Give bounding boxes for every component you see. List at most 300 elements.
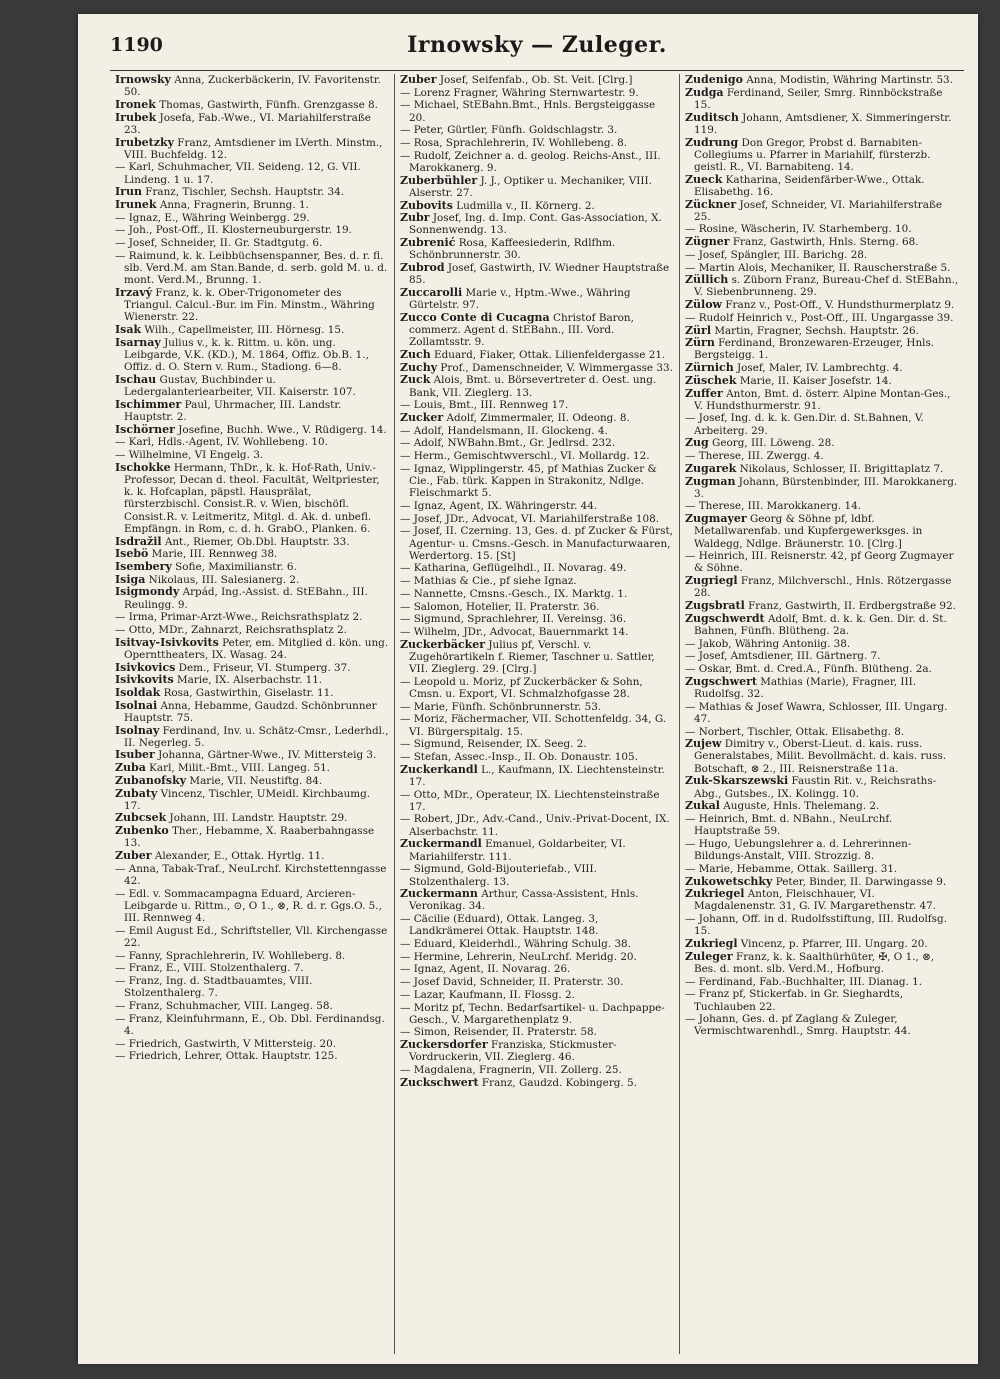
entry-surname: Zueck [685, 172, 723, 186]
entry-text: Katharina, Seidenfärber-Wwe., Ottak. Elisabethg. 16. [694, 173, 925, 198]
entry-text: — Rudolf Heinrich v., Post-Off., III. Ungargasse 39. [685, 311, 954, 324]
entry-surname: Zuditsch [685, 110, 739, 124]
entry-surname: Zubovits [400, 198, 453, 212]
entry-text: Anna, Modistin, Währing Martinstr. 53. [742, 74, 953, 86]
entry-text: — Adolf, Handelsmann, II. Glockeng. 4. [400, 424, 608, 437]
directory-entry [685, 388, 959, 412]
directory-entry [115, 662, 389, 674]
directory-entry [400, 701, 674, 713]
directory-entry [685, 676, 959, 700]
directory-entry [400, 938, 674, 950]
entry-text: Auguste, Hnls. Thelemang. 2. [719, 800, 880, 813]
entry-text: — Franz, E., VIII. Stolzenthalerg. 7. [115, 962, 304, 975]
directory-entry [400, 500, 674, 512]
entry-text: — Martin Alois, Mechaniker, II. Rauscherstraße 5. [685, 261, 951, 274]
directory-entry [400, 963, 674, 975]
entry-text: Vincenz, Tischler, UMeidl. Kirchbaumg. 17. [124, 787, 371, 812]
entry-text: Franz, k. k. Saalthürhüter, ✠, O 1., ⊗, Bes. d. mont. slb. Verd.M., Hofburg. [694, 950, 935, 975]
directory-entry [400, 764, 674, 788]
directory-entry [685, 74, 959, 86]
entry-text: — Nannette, Cmsns.-Gesch., IX. Marktg. 1. [400, 587, 628, 600]
directory-entry [115, 788, 389, 812]
directory-entry [685, 876, 959, 888]
entry-text: Franz v., Post-Off., V. Hundsthurmerplatz 9. [722, 299, 955, 312]
entry-text: Wilh., Capellmeister, III. Hörnesg. 15. [141, 324, 345, 337]
entry-surname: Zujew [685, 737, 722, 751]
entry-surname: Zuckschwert [400, 1075, 479, 1089]
directory-entry [115, 186, 389, 198]
entry-text: — Josef, Ing. d. k. k. Gen.Dir. d. St.Bahnen, V. Arbeiterg. 29. [685, 412, 924, 437]
entry-text: Josefa, Fab.-Wwe., VI. Mariahilferstraße 23. [124, 111, 371, 136]
entry-text: — Sigmund, Sprachlehrer, II. Vereinsg. 36. [400, 613, 627, 626]
entry-text: — Josef, Amtsdiener, III. Gärtnerg. 7. [685, 650, 881, 663]
entry-text: Adolf, Bmt. d. k. k. Gen. Dir. d. St. Bahnen, Fünfh. Blütheng. 2a. [694, 612, 947, 637]
directory-entry [685, 312, 959, 324]
directory-entry [400, 951, 674, 963]
directory-entry [115, 74, 389, 98]
directory-entry [115, 287, 389, 324]
entry-text: — Josef, Schneider, II. Gr. Stadtgutg. 6. [115, 237, 323, 250]
entry-text: — Lorenz Fragner, Währing Sternwartestr. 9. [400, 86, 639, 99]
entry-text: Christof Baron, commerz. Agent d. StEBahn., III. Vord. Zollamtsstr. 9. [409, 311, 634, 349]
directory-entry [400, 362, 674, 374]
directory-entry [115, 624, 389, 636]
entry-text: Georg & Söhne pf, ldbf. Metallwarenfab. und Kupfergewerksges. in Waldegg, Ndlge. Bräunerstr. 10. [Clrg.] [694, 513, 923, 550]
entry-text: — Robert, JDr., Adv.-Cand., Univ.-Privat-Docent, IX. Alserbachstr. 11. [400, 813, 670, 838]
directory-entry [400, 639, 674, 676]
entry-text: — Therese, III. Zwergg. 4. [685, 450, 824, 463]
entry-text: — Oskar, Bmt. d. Cred.A., Fünfh. Blütheng. 2a. [685, 663, 932, 676]
directory-entry [685, 951, 959, 975]
entry-surname: Ironek [115, 97, 156, 111]
directory-entry [115, 561, 389, 573]
entry-text: Franz, Gaudzd. Kobingerg. 5. [478, 1076, 637, 1089]
entry-text: — Franz, Kleinfuhrmann, E., Ob. Dbl. Ferdinandsg. 4. [115, 1012, 385, 1037]
entry-text: — Heinrich, III. Reisnerstr. 42, pf Georg Zugmayer & Söhne. [685, 550, 954, 575]
entry-text: Emanuel, Goldarbeiter, VI. Mariahilferstr. 111. [409, 838, 626, 863]
directory-entry [115, 1038, 389, 1050]
directory-entry [400, 601, 674, 613]
entry-surname: Zudga [685, 85, 724, 99]
entry-text: Rosa, Kaffeesiederin, Rdlfhm. Schönbrunnerstr. 30. [409, 237, 616, 262]
directory-entry [115, 850, 389, 862]
entry-text: — Rosine, Wäscherin, IV. Starhemberg. 10. [685, 223, 912, 236]
directory-entry [400, 838, 674, 862]
entry-text: Nikolaus, Schlosser, II. Brigittaplatz 7. [736, 462, 944, 475]
entry-text: Julius pf, Verschl. v. Zugehörartikeln f. Riemer, Taschner u. Sattler, VII. Zieglerg. 29. [Clrg.] [409, 638, 655, 676]
entry-surname: Zudrung [685, 135, 739, 149]
directory-entry [115, 212, 389, 224]
running-head: Irnowsky — Zuleger. [407, 32, 667, 58]
entry-surname: Isak [115, 323, 142, 337]
column-1 [110, 74, 394, 1354]
entry-text: Marie v., Hptm.-Wwe., Währing Gürtelstr. 97. [409, 286, 631, 312]
directory-page [78, 14, 978, 1364]
directory-entry [685, 638, 959, 650]
entry-text: — Josef David, Schneider, II. Praterstr. 30. [400, 976, 624, 989]
directory-entry [400, 626, 674, 638]
entry-text: — Ignaz, Wipplingerstr. 45, pf Mathias Zucker & Cie., Fab. türk. Kappen in Strakonitz, Ndlge. Fleischmarkt 5. [400, 462, 657, 500]
entry-text: — Joh., Post-Off., II. Klosterneuburgerstr. 19. [115, 224, 352, 237]
directory-entry [400, 713, 674, 737]
entry-text: Anton, Fleischhauer, VI. Magdalenenstr. 31, G. IV. Margarethenstr. 47. [694, 888, 936, 913]
directory-entry [685, 913, 959, 937]
entry-text: Franziska, Stickmuster-Vordruckerin, VII. Zieglerg. 46. [409, 1039, 617, 1064]
entry-surname: Isembery [115, 559, 172, 573]
entry-text: — Johann, Off. in d. Rudolfsstiftung, III. Rudolfsg. 15. [685, 913, 947, 938]
entry-surname: Zugschwert [685, 674, 757, 688]
entry-surname: Isivkovics [115, 660, 176, 674]
entry-surname: Zürnich [685, 361, 734, 375]
directory-entry [400, 74, 674, 86]
directory-entry [115, 888, 389, 925]
entry-surname: Zuchy [400, 360, 438, 374]
entry-surname: Zuk-Skarszewski [685, 774, 789, 788]
entry-surname: Zug [685, 436, 709, 450]
entry-surname: Zugarek [685, 461, 737, 475]
directory-columns [110, 74, 964, 1354]
directory-entry [685, 412, 959, 436]
directory-entry [115, 99, 389, 111]
directory-entry [400, 751, 674, 763]
entry-surname: Zuccarolli [400, 285, 463, 299]
directory-entry [115, 975, 389, 999]
entry-surname: Zudenigo [685, 74, 743, 86]
entry-text: Mathias (Marie), Fragner, III. Rudolfsg. 32. [694, 675, 917, 700]
entry-text: — Louis, Bmt., III. Rennweg 17. [400, 399, 569, 412]
directory-entry [685, 223, 959, 235]
entry-surname: Ischau [115, 372, 157, 386]
directory-entry [400, 525, 674, 562]
directory-entry [115, 700, 389, 724]
entry-surname: Zugman [685, 474, 736, 488]
entry-text: Arthur, Cassa-Assistent, Hnls. Veronikag. 34. [409, 888, 639, 913]
entry-surname: Zubcsek [115, 811, 167, 825]
directory-entry [685, 274, 959, 298]
entry-text: — Rudolf, Zeichner a. d. geolog. Reichs-Anst., III. Marokkanerg. 9. [400, 149, 661, 174]
directory-entry [115, 725, 389, 749]
directory-entry [400, 412, 674, 424]
entry-text: — Heinrich, Bmt. d. NBahn., NeuLrchf. Hauptstraße 59. [685, 812, 893, 838]
entry-surname: Zucker [400, 410, 444, 424]
directory-entry [685, 663, 959, 675]
directory-entry [115, 1050, 389, 1062]
directory-entry [685, 800, 959, 812]
entry-text: Franz, Milchverschl., Hnls. Rötzergasse 28. [694, 575, 952, 600]
directory-entry [685, 813, 959, 837]
directory-entry [115, 586, 389, 610]
entry-text: — Karl, Hdls.-Agent, IV. Wohllebeng. 10. [115, 436, 328, 449]
entry-text: — Moriz, Fächermacher, VII. Schottenfeldg. 34, G. VI. Bürgerspitalg. 15. [400, 713, 667, 738]
directory-entry [115, 436, 389, 448]
directory-entry [400, 676, 674, 700]
entry-text: — Friedrich, Gastwirth, V Mittersteig. 20. [115, 1037, 337, 1050]
entry-text: — Edl. v. Sommacampagna Eduard, Arcieren-Leibgarde u. Rittm., ⊙, O 1., ⊗, R. d. r. Ggs.O. 5., III. Rennweg 4. [115, 887, 382, 925]
directory-entry [115, 1013, 389, 1037]
entry-surname: Isiga [115, 572, 146, 586]
entry-text: Hermann, ThDr., k. k. Hof-Rath, Univ.-Professor, Decan d. theol. Facultät, Weltpriester, k. k. Hofcaplan, päpstl. Hausprälat, fürsterzbischl. Consist.R. v. Wien, bischöfl. Consist.R. v. Leitmeritz, Mitgl. d. Ak. d. unbefl. Empfängn. in Rom, c. d. h. GrabO., Planken. 6. [124, 461, 380, 535]
directory-entry [685, 262, 959, 274]
entry-text: Faustin Rit. v., Reichsraths-Abg., Gutsbes., IX. Kolingg. 10. [694, 775, 937, 800]
entry-text: J. J., Optiker u. Mechaniker, VIII. Alserstr. 27. [409, 174, 652, 199]
directory-entry [685, 249, 959, 261]
directory-entry [400, 1064, 674, 1076]
entry-text: s. Züborn Franz, Bureau-Chef d. StEBahn., V. Siebenbrunneng. 29. [694, 274, 959, 299]
directory-entry [400, 813, 674, 837]
entry-text: Don Gregor, Probst d. Barnabiten-Collegiums u. Pfarrer in Mariahilf, fürsterzb. geistl. R., VI. Barnabiteng. 14. [694, 136, 931, 173]
directory-entry [400, 437, 674, 449]
entry-text: — Hermine, Lehrerin, NeuLrchf. Meridg. 20. [400, 950, 637, 963]
entry-text: — Eduard, Kleiderhdl., Währing Schulg. 38. [400, 938, 631, 951]
entry-text: — Norbert, Tischler, Ottak. Elisabethg. 8. [685, 725, 905, 738]
entry-surname: Zuch [400, 347, 431, 361]
directory-entry [400, 349, 674, 361]
directory-entry [400, 212, 674, 236]
entry-text: — Franz, Ing. d. Stadtbauamtes, VIII. Stolzenthalerg. 7. [115, 975, 313, 1000]
entry-text: Peter, em. Mitglied d. kön. ung. Opernttheaters, IX. Wasag. 24. [124, 636, 389, 661]
directory-entry [400, 287, 674, 311]
entry-surname: Zugschwerdt [685, 611, 765, 625]
directory-entry [115, 812, 389, 824]
entry-text: Johann, III. Landstr. Hauptstr. 29. [166, 812, 348, 825]
entry-surname: Irzavý [115, 285, 153, 299]
directory-entry [400, 399, 674, 411]
directory-entry [115, 637, 389, 661]
entry-text: — Leopold u. Moriz, pf Zuckerbäcker & Sohn, Cmsn. u. Export, VI. Schmalzhofgasse 28. [400, 675, 643, 700]
directory-entry [685, 513, 959, 550]
entry-text: Josef, Maler, IV. Lambrechtg. 4. [733, 362, 903, 375]
directory-entry [685, 938, 959, 950]
entry-surname: Isoldak [115, 685, 161, 699]
directory-entry [685, 437, 959, 449]
directory-entry [115, 962, 389, 974]
entry-text: Ther., Hebamme, X. Raaberbahngasse 13. [124, 825, 375, 850]
entry-text: Anna, Zuckerbäckerin, IV. Favoritenstr. 50. [124, 74, 381, 99]
directory-entry [400, 863, 674, 887]
entry-text: — Moritz pf, Techn. Bedarfsartikel- u. Dachpappe-Gesch., V. Margarethenplatz 9. [400, 1001, 665, 1026]
entry-text: — Katharina, Geflügelhdl., II. Novarag. 49. [400, 562, 627, 575]
directory-entry [115, 775, 389, 787]
directory-entry [400, 137, 674, 149]
entry-text: — Wilhelm, JDr., Advocat, Bauernmarkt 14. [400, 625, 629, 638]
directory-entry [685, 613, 959, 637]
page-header [110, 32, 964, 68]
directory-entry [685, 375, 959, 387]
directory-entry [685, 337, 959, 361]
entry-surname: Zürl [685, 323, 712, 337]
entry-text: — Josef, II. Czerning. 13, Ges. d. pf Zucker & Fürst, Agentur- u. Cmsns.-Gesch. in Manufacturwaaren, Werdertorg. 15. [St] [400, 525, 673, 562]
entry-text: Marie, IX. Alserbachstr. 11. [173, 674, 323, 687]
entry-text: — Hugo, Uebungslehrer a. d. Lehrerinnen-Bildungs-Anstalt, VIII. Strozzig. 8. [685, 837, 912, 863]
entry-text: — Ignaz, E., Währing Weinbergg. 29. [115, 211, 310, 224]
entry-text: — Wilhelmine, VI Engelg. 3. [115, 449, 264, 462]
entry-surname: Ischokke [115, 460, 171, 474]
entry-surname: Isebö [115, 547, 149, 561]
entry-surname: Zuckerkandl [400, 762, 478, 776]
directory-entry [115, 449, 389, 461]
entry-text: Franz, Amtsdiener im LVerth. Minstm., VIII. Buchfeldg. 12. [124, 136, 383, 161]
header-rule [110, 70, 964, 71]
directory-entry [685, 888, 959, 912]
entry-text: — Mathias & Cie., pf siehe Ignaz. [400, 575, 577, 588]
directory-entry [685, 863, 959, 875]
entry-surname: Zuleger [685, 949, 733, 963]
entry-text: Anna, Hebamme, Gaudzd. Schönbrunner Hauptstr. 75. [124, 699, 377, 724]
directory-entry [115, 611, 389, 623]
entry-text: Josef, Schneider, VI. Mariahilferstraße 25. [694, 198, 943, 223]
entry-text: — Otto, MDr., Operateur, IX. Liechtensteinstraße 17. [400, 788, 660, 813]
entry-surname: Zuckersdorfer [400, 1038, 488, 1052]
entry-text: Martin, Fragner, Sechsh. Hauptstr. 26. [711, 324, 919, 337]
directory-entry [115, 762, 389, 774]
entry-text: Eduard, Fiaker, Ottak. Lilienfeldergasse 21. [430, 348, 666, 361]
entry-surname: Isivkovits [115, 673, 174, 687]
entry-text: — Sigmund, Gold-Bijouteriefab., VIII. Stolzenthalerg. 13. [400, 863, 597, 888]
directory-entry [115, 749, 389, 761]
directory-entry [685, 575, 959, 599]
directory-entry [400, 237, 674, 261]
entry-text: Johanna, Gärtner-Wwe., IV. Mittersteig 3. [154, 749, 377, 762]
entry-text: Alexander, E., Ottak. Hyrtlg. 11. [151, 850, 325, 863]
entry-text: Alois, Bmt. u. Börsevertreter d. Oest. ung. Bank, VII. Zieglerg. 13. [409, 374, 657, 399]
entry-text: Franz, Tischler, Sechsh. Hauptstr. 34. [141, 186, 345, 199]
entry-text: — Karl, Schuhmacher, VII. Seideng. 12, G. VII. Lindeng. 1 u. 17. [115, 161, 361, 186]
entry-surname: Isdražil [115, 534, 162, 548]
directory-entry [115, 687, 389, 699]
entry-text: — Anna, Tabak-Traf., NeuLrchf. Kirchstettenngasse 42. [115, 862, 387, 887]
entry-surname: Zubrenić [400, 236, 456, 250]
directory-entry [400, 1077, 674, 1089]
directory-entry [400, 374, 674, 398]
entry-text: — Josef, JDr., Advocat, VI. Mariahilferstraße 108. [400, 512, 660, 525]
entry-text: — Adolf, NWBahn.Bmt., Gr. Jedlrsd. 232. [400, 437, 616, 450]
directory-entry [115, 337, 389, 374]
directory-entry [115, 674, 389, 686]
directory-entry [685, 976, 959, 988]
entry-surname: Zucco Conte di Cucagna [400, 310, 550, 324]
directory-entry [115, 199, 389, 211]
directory-entry [400, 989, 674, 1001]
entry-surname: Zubaty [115, 786, 158, 800]
entry-text: Franz, k. k. Ober-Trigonometer des Triangul. Calcul.-Bur. im Fin. Minstm., Währing Wienerstr. 22. [124, 286, 375, 324]
directory-entry [115, 548, 389, 560]
entry-text: — Herm., Gemischtwverschl., VI. Mollardg. 12. [400, 450, 650, 463]
entry-surname: Isarnay [115, 335, 161, 349]
entry-text: Nikolaus, III. Salesianerg. 2. [145, 573, 300, 586]
directory-entry [685, 137, 959, 174]
entry-text: — Jakob, Währing Antoniig. 38. [685, 637, 851, 650]
entry-text: Josef, Seifenfab., Ob. St. Veit. [Clrg.] [436, 74, 633, 86]
entry-text: Dimitry v., Oberst-Lieut. d. kais. russ. Generalstabes, Milit. Bevollmächt. d. kais. russ. Botschaft, ⊗ 2., III. Reisnerstraße 11a. [694, 738, 947, 775]
entry-surname: Isitvay-Isivkovits [115, 635, 219, 649]
directory-entry [115, 1000, 389, 1012]
directory-entry [685, 362, 959, 374]
entry-text: Ferdinand, Inv. u. Schätz-Cmsr., Lederhdl., II. Negerleg. 5. [124, 724, 389, 749]
directory-entry [115, 825, 389, 849]
directory-entry [115, 863, 389, 887]
entry-surname: Zubrod [400, 261, 445, 275]
entry-surname: Isolnay [115, 723, 160, 737]
directory-entry [400, 613, 674, 625]
directory-entry [400, 513, 674, 525]
entry-surname: Zückner [685, 197, 737, 211]
entry-surname: Zukriegl [685, 937, 738, 951]
directory-entry [685, 726, 959, 738]
entry-text: Georg, III. Löweng. 28. [708, 437, 835, 450]
entry-text: — Irma, Primar-Arzt-Wwe., Reichsrathsplatz 2. [115, 611, 363, 624]
entry-surname: Irnowsky [115, 74, 171, 86]
directory-entry [685, 236, 959, 248]
entry-text: — Friedrich, Lehrer, Ottak. Hauptstr. 125. [115, 1050, 338, 1063]
entry-surname: Zugriegl [685, 574, 738, 588]
directory-entry [685, 701, 959, 725]
entry-text: Anton, Bmt. d. österr. Alpine Montan-Ges., V. Hundsthurmerstr. 91. [694, 387, 951, 412]
entry-surname: Irubetzky [115, 135, 174, 149]
entry-text: — Ignaz, Agent, IX. Währingerstr. 44. [400, 499, 598, 512]
column-2 [394, 74, 679, 1354]
entry-text: — Therese, III. Marokkanerg. 14. [685, 500, 862, 513]
directory-entry [685, 1013, 959, 1037]
entry-surname: Zubenko [115, 824, 169, 838]
entry-surname: Zuckermandl [400, 837, 482, 851]
entry-text: — Lazar, Kaufmann, II. Flossg. 2. [400, 988, 575, 1001]
directory-entry [685, 600, 959, 612]
page-number: 1190 [110, 34, 163, 56]
entry-text: — Otto, MDr., Zahnarzt, Reichsrathsplatz 2. [115, 623, 347, 636]
entry-text: Anna, Fragnerin, Brunng. 1. [156, 199, 309, 212]
entry-surname: Zugmayer [685, 512, 747, 526]
directory-entry [685, 174, 959, 198]
directory-entry [685, 112, 959, 136]
entry-text: Ferdinand, Bronzewaren-Erzeuger, Hnls. Bergsteigg. 1. [694, 337, 935, 362]
directory-entry [115, 462, 389, 535]
directory-entry [400, 738, 674, 750]
entry-text: Franz, Gastwirth, Hnls. Sterng. 68. [729, 236, 919, 249]
directory-entry [400, 1039, 674, 1063]
directory-entry [400, 200, 674, 212]
entry-surname: Zubr [400, 211, 430, 225]
entry-text: Josef, Gastwirth, IV. Wiedner Hauptstraße 85. [409, 262, 670, 287]
entry-text: Josef, Ing. d. Imp. Cont. Gas-Association, X. Sonnenwendg. 13. [409, 212, 662, 237]
directory-entry [400, 312, 674, 349]
entry-surname: Zukriegel [685, 887, 745, 901]
entry-surname: Züllich [685, 273, 729, 287]
directory-entry [400, 87, 674, 99]
entry-text: Ant., Riemer, Ob.Dbl. Hauptstr. 33. [161, 535, 350, 548]
entry-text: Johann, Bürstenbinder, III. Marokkanerg. 3. [694, 475, 958, 500]
directory-entry [400, 1026, 674, 1038]
entry-text: Dem., Friseur, VI. Stumperg. 37. [175, 661, 351, 674]
entry-text: Thomas, Gastwirth, Fünfh. Grenzgasse 8. [155, 98, 378, 111]
entry-text: L., Kaufmann, IX. Liechtensteinstr. 17. [409, 763, 665, 788]
directory-entry [685, 325, 959, 337]
entry-text: — Ferdinand, Fab.-Buchhalter, III. Dianag. 1. [685, 975, 923, 988]
column-3 [679, 74, 964, 1354]
entry-surname: Zuffer [685, 386, 723, 400]
entry-text: Marie, II. Kaiser Josefstr. 14. [736, 374, 892, 387]
entry-text: Julius v., k. k. Rittm. u. kön. ung. Leibgarde, V.K. (KD.), M. 1864, Offiz. Ob.B. 1., Offiz. d. O. Stern v. Rum., Stadiong. 6—8. [124, 336, 369, 374]
directory-entry [400, 575, 674, 587]
entry-text: — Sigmund, Reisender, IX. Seeg. 2. [400, 738, 587, 751]
entry-surname: Zürn [685, 336, 715, 350]
entry-text: Marie, III. Rennweg 38. [148, 548, 278, 561]
entry-text: Ferdinand, Seiler, Smrg. Rinnböckstraße 15. [694, 86, 943, 111]
directory-entry [115, 324, 389, 336]
directory-entry [115, 374, 389, 398]
entry-surname: Isolnai [115, 698, 158, 712]
entry-text: Ludmilla v., II. Körnerg. 2. [452, 199, 595, 212]
directory-entry [685, 299, 959, 311]
